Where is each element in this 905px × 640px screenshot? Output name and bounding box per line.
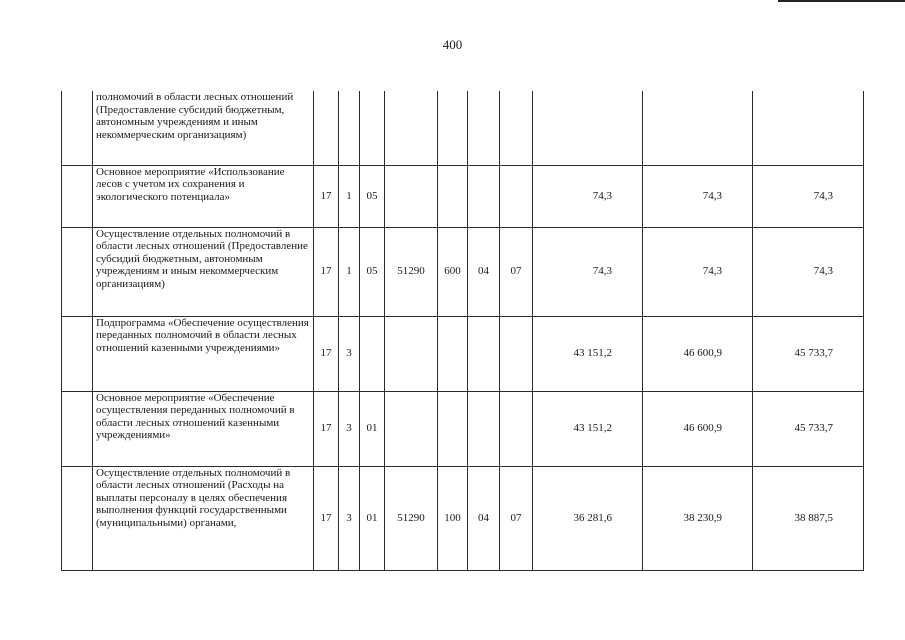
code-direction: 51290 <box>385 227 438 316</box>
amount-year-1: 36 281,6 <box>533 466 643 570</box>
code-measure <box>360 316 385 391</box>
code-direction <box>385 165 438 227</box>
row-index-cell <box>62 466 93 570</box>
code-section <box>468 391 500 466</box>
code-expense-type <box>438 316 468 391</box>
table-row <box>62 466 864 570</box>
row-description: полномочий в области лесных отношений (Предоставление субсидий бюджетным, автономным учреждениям и иным некоммерческим организациям) <box>93 91 314 165</box>
code-subsection <box>500 91 533 165</box>
code-expense-type: 100 <box>438 466 468 570</box>
code-program: 17 <box>314 466 339 570</box>
code-subprogram: 1 <box>339 227 360 316</box>
code-expense-type <box>438 165 468 227</box>
code-subprogram: 3 <box>339 316 360 391</box>
code-measure: 01 <box>360 391 385 466</box>
row-description: Осуществление отдельных полномочий в области лесных отношений (Расходы на выплаты персоналу в целях обеспечения выполнения функций государственными (муниципальными) органами, <box>93 466 314 570</box>
row-description: Осуществление отдельных полномочий в области лесных отношений (Предоставление субсидий бюджетным, автономным учреждениям и иным некоммерческим организациям) <box>93 227 314 316</box>
code-subprogram: 1 <box>339 165 360 227</box>
code-direction <box>385 91 438 165</box>
amount-year-1: 43 151,2 <box>533 316 643 391</box>
row-description: Основное мероприятие «Использование лесов с учетом их сохранения и экологического потенциала» <box>93 165 314 227</box>
amount-year-1: 43 151,2 <box>533 391 643 466</box>
code-subsection: 07 <box>500 466 533 570</box>
table-row <box>62 316 864 391</box>
amount-year-1: 74,3 <box>533 227 643 316</box>
code-expense-type <box>438 91 468 165</box>
amount-year-3: 45 733,7 <box>753 316 864 391</box>
code-expense-type <box>438 391 468 466</box>
page-number: 400 <box>442 37 463 52</box>
code-program: 17 <box>314 227 339 316</box>
code-section: 04 <box>468 466 500 570</box>
row-index-cell <box>62 227 93 316</box>
row-index-cell <box>62 391 93 466</box>
table-row <box>62 391 864 466</box>
amount-year-2: 46 600,9 <box>643 316 753 391</box>
budget-table <box>61 91 864 571</box>
row-description: Основное мероприятие «Обеспечение осуществления переданных полномочий в области лесных отношений казенными учреждениями» <box>93 391 314 466</box>
code-measure: 05 <box>360 227 385 316</box>
code-program: 17 <box>314 316 339 391</box>
code-section <box>468 316 500 391</box>
row-index-cell <box>62 91 93 165</box>
code-section: 04 <box>468 227 500 316</box>
amount-year-2: 46 600,9 <box>643 391 753 466</box>
code-program: 17 <box>314 165 339 227</box>
code-program: 17 <box>314 391 339 466</box>
amount-year-2: 74,3 <box>643 227 753 316</box>
row-description: Подпрограмма «Обеспечение осуществления переданных полномочий в области лесных отношений казенными учреждениями» <box>93 316 314 391</box>
code-direction <box>385 391 438 466</box>
code-subsection <box>500 391 533 466</box>
row-index-cell <box>62 316 93 391</box>
code-expense-type: 600 <box>438 227 468 316</box>
table-row <box>62 165 864 227</box>
code-subsection: 07 <box>500 227 533 316</box>
amount-year-3: 74,3 <box>753 227 864 316</box>
code-measure <box>360 91 385 165</box>
code-subsection <box>500 165 533 227</box>
amount-year-3: 38 887,5 <box>753 466 864 570</box>
amount-year-1 <box>533 91 643 165</box>
amount-year-1: 74,3 <box>533 165 643 227</box>
amount-year-2: 74,3 <box>643 165 753 227</box>
code-subprogram: 3 <box>339 466 360 570</box>
amount-year-2 <box>643 91 753 165</box>
code-measure: 05 <box>360 165 385 227</box>
code-program <box>314 91 339 165</box>
code-section <box>468 165 500 227</box>
row-index-cell <box>62 165 93 227</box>
table-body <box>62 91 864 570</box>
code-direction: 51290 <box>385 466 438 570</box>
table-row <box>62 91 864 165</box>
code-subprogram: 3 <box>339 391 360 466</box>
code-measure: 01 <box>360 466 385 570</box>
amount-year-3: 45 733,7 <box>753 391 864 466</box>
code-subsection <box>500 316 533 391</box>
table-row <box>62 227 864 316</box>
amount-year-2: 38 230,9 <box>643 466 753 570</box>
code-subprogram <box>339 91 360 165</box>
top-edge-rule <box>778 0 905 2</box>
amount-year-3: 74,3 <box>753 165 864 227</box>
amount-year-3 <box>753 91 864 165</box>
code-direction <box>385 316 438 391</box>
code-section <box>468 91 500 165</box>
